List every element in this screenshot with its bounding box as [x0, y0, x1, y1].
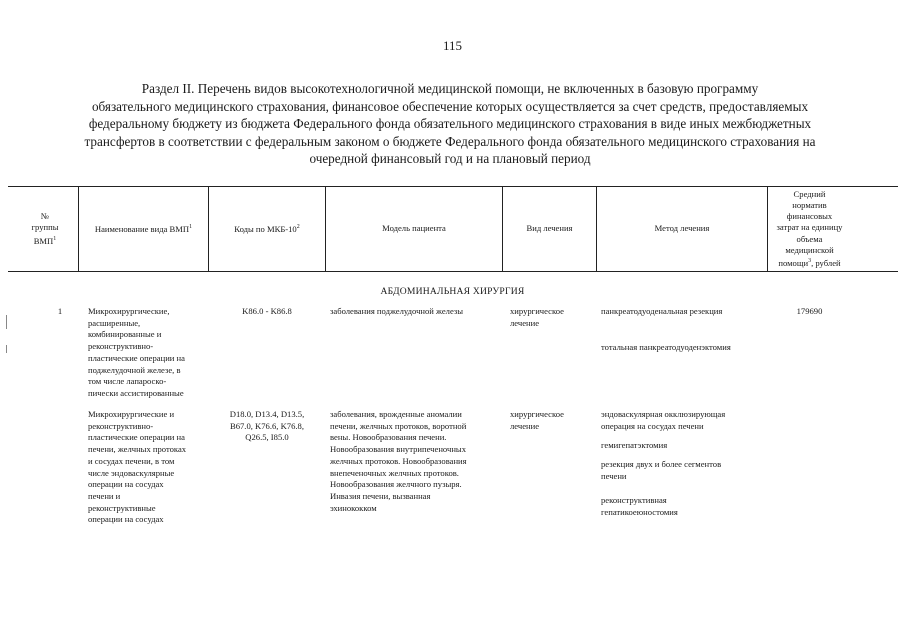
row2-treatment-line: хирургическое	[510, 409, 564, 419]
header-name: Наименование вида ВМП$^1$	[94, 224, 193, 235]
row1-method-line: панкреатодуоденальная резекция	[601, 306, 723, 316]
row1-codes	[212, 306, 322, 318]
header-cost-line: медицинской	[785, 244, 834, 255]
margin-mark	[6, 345, 7, 353]
header-cost-line: помощи$^3$, рублей	[778, 257, 841, 268]
header-cost-line: объема	[796, 233, 823, 244]
header-cost-line: финансовых	[786, 211, 833, 222]
table-header-bottom-border	[8, 271, 898, 272]
row2-codes-line: B67.0, K76.6, K76.8,	[229, 420, 304, 431]
row1-method-line: тотальная панкреатодуоденэктомия	[601, 342, 731, 352]
row1-method	[601, 306, 767, 318]
header-group-no	[12, 187, 78, 271]
section-title-line: Раздел II. Перечень видов высокотехнологичной медицинской помощи, не включенных в базовую программу	[141, 81, 759, 96]
row2-treatment-line: лечение	[510, 420, 540, 431]
row2-method	[601, 440, 767, 452]
row2-name-line: числе эндоваскулярные	[88, 467, 175, 478]
header-patient-model: Модель пациента	[382, 223, 446, 234]
row1-name-line: пластические операции на	[88, 352, 185, 363]
row2-name-line: и сосудах печени, в том	[88, 455, 175, 466]
row2-name-line: пластические операции на	[88, 432, 185, 443]
row2-patient-line: вены. Новообразования печени.	[330, 432, 447, 443]
row2-method	[601, 495, 767, 518]
row2-codes-line: D18.0, D13.4, D13.5,	[229, 409, 305, 419]
row2-codes	[212, 409, 322, 444]
row2-method-line: печени	[601, 470, 627, 481]
row1-group-no: 1	[57, 306, 63, 316]
row2-method-line: резекция двух и более сегментов	[601, 459, 722, 469]
row1-patient-model	[330, 306, 502, 318]
row2-patient-line: заболевания, врожденные аномалии	[330, 409, 462, 419]
row2-name-line: реконструктивно-	[88, 420, 154, 431]
section-title	[40, 80, 860, 168]
section-title-line: трансфертов в соответствии с федеральным законом о бюджете Федерального фонда обязательного медицинского страхования на	[84, 133, 816, 149]
row1-codes-line: K86.0 - K86.8	[242, 306, 292, 316]
row1-treatment-line: лечение	[510, 317, 540, 328]
row2-patient-line: Новообразования желчного пузыря.	[330, 479, 462, 490]
header-cost	[768, 187, 851, 271]
header-cost-line: затрат на единицу	[776, 222, 843, 233]
row2-name-line: Микрохирургические и	[88, 409, 175, 419]
header-group-no-line: №	[40, 211, 50, 222]
section-title-line: обязательного медицинского страхования, финансовое обеспечение которых осуществляется за счет средств, предоставляемых	[91, 98, 809, 114]
row1-method	[601, 342, 767, 354]
row2-patient-model	[330, 409, 502, 514]
row2-patient-line: печени, желчных протоков, воротной	[330, 420, 467, 431]
row2-patient-line: эхинококком	[330, 502, 377, 513]
row1-patient-line: заболевания поджелудочной железы	[330, 306, 464, 316]
row2-name-line: операции на сосудах	[88, 514, 164, 525]
row1-name-line: реконструктивно-	[88, 341, 154, 352]
row2-method-line: гепатикоеюностомия	[601, 506, 678, 517]
row1-name-line: поджелудочной железе, в	[88, 364, 181, 375]
row2-patient-line: Новообразования внутрипеченочных	[330, 444, 466, 455]
row1-name-line: том числе лапароско-	[88, 376, 167, 387]
header-treatment-type: Вид лечения	[526, 223, 573, 234]
row2-method-line: эндоваскулярная окклюзирующая	[601, 409, 726, 419]
page-number: 115	[442, 38, 463, 53]
header-group-no-line: группы	[31, 222, 59, 233]
row2-method-line: операция на сосудах печени	[601, 420, 704, 431]
header-method: Метод лечения	[654, 223, 710, 234]
row1-name-line: расширенные,	[88, 317, 141, 328]
margin-mark	[6, 315, 7, 329]
section-title-line: федеральному бюджету из бюджета Федерального фонда обязательного медицинского страхования в виде иных межбюджетных	[88, 116, 812, 131]
row1-treatment-line: хирургическое	[510, 306, 564, 316]
row1-cost: 179690	[796, 306, 823, 316]
row1-treatment-type	[510, 306, 596, 329]
header-codes: Коды по МКБ-$10^2$	[234, 224, 300, 235]
header-cost-line: Средний	[793, 188, 826, 199]
row1-name-line: пически ассистированные	[88, 387, 184, 398]
row2-patient-line: Инвазия печени, вызванная	[330, 490, 431, 501]
row2-name-line: операции на сосудах	[88, 479, 164, 490]
row1-name-line: комбинированные и	[88, 329, 162, 340]
table-section-heading: АБДОМИНАЛЬНАЯ ХИРУРГИЯ	[380, 286, 525, 297]
header-group-no-line: ВМП$^1$	[33, 235, 57, 246]
row2-method-line: реконструктивная	[601, 495, 667, 505]
section-title-line: очередной финансовый год и на плановый период	[309, 151, 591, 166]
row2-patient-line: желчных протоков. Новообразования	[330, 455, 467, 466]
header-cost-line: норматив	[792, 200, 827, 211]
row2-name-line: печени, желчных протоках	[88, 444, 187, 455]
row2-method	[601, 409, 767, 432]
row2-codes-line: Q26.5, I85.0	[245, 432, 289, 443]
row2-name	[88, 409, 208, 526]
row2-method-line: гемигепатэктомия	[601, 440, 668, 450]
row2-name-line: печени и	[88, 490, 121, 501]
row2-name-line: реконструктивные	[88, 502, 156, 513]
row2-method	[601, 459, 767, 482]
row2-patient-line: внепеченочных желчных протоков.	[330, 467, 459, 478]
row1-name	[88, 306, 208, 400]
row2-treatment-type	[510, 409, 596, 432]
row1-name-line: Микрохирургические,	[88, 306, 170, 316]
